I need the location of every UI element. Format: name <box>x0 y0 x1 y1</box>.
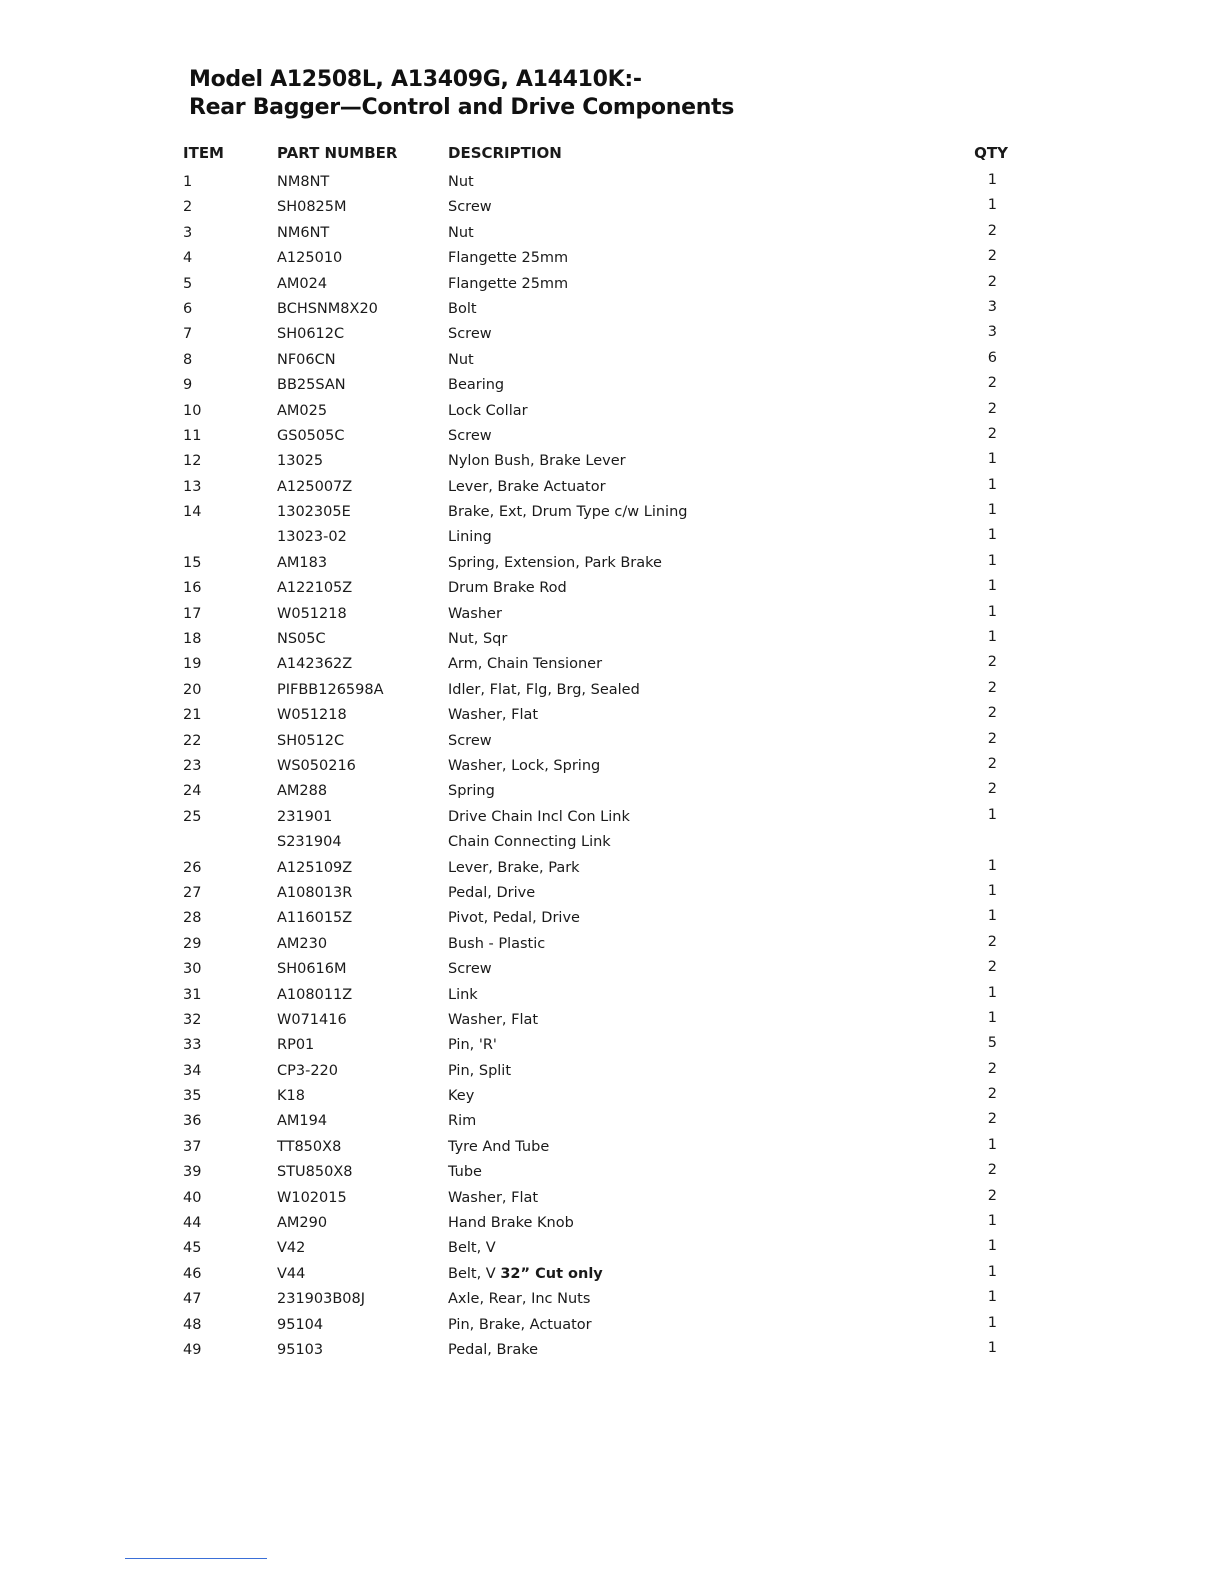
item-number: 13 <box>183 478 202 495</box>
item-number: 20 <box>183 681 202 698</box>
part-number: W051218 <box>277 605 347 622</box>
table-row <box>0 1008 1224 1033</box>
description <box>448 373 504 398</box>
table-row <box>0 576 1224 601</box>
item-number: 4 <box>183 250 193 267</box>
description-text: Screw <box>448 961 492 978</box>
title-line-2: Rear Bagger—Control and Drive Components <box>189 95 735 120</box>
quantity: 2 <box>987 959 997 976</box>
item-number: 35 <box>183 1088 202 1105</box>
description-text: Key <box>448 1088 475 1105</box>
table-row <box>0 272 1224 297</box>
quantity: 1 <box>987 476 997 493</box>
description-text: Drive Chain Incl Con Link <box>448 808 630 825</box>
item-number: 21 <box>183 707 202 724</box>
part-number: PIFBB126598A <box>277 681 384 698</box>
quantity: 2 <box>987 1187 997 1204</box>
description-emphasis: 32” Cut only <box>500 1265 603 1282</box>
description <box>448 551 662 576</box>
description-text: Tube <box>448 1164 482 1181</box>
description-text: Lining <box>448 529 492 546</box>
description-text: Bush - Plastic <box>448 935 546 952</box>
table-row <box>0 856 1224 881</box>
quantity: 2 <box>987 375 997 392</box>
quantity: 1 <box>987 1314 997 1331</box>
description <box>448 779 495 804</box>
description-text: Nut, Sqr <box>448 631 508 648</box>
table-row <box>0 1084 1224 1109</box>
description <box>448 729 492 754</box>
description <box>448 576 567 601</box>
item-number: 46 <box>183 1265 202 1282</box>
quantity: 1 <box>987 1238 997 1255</box>
part-number: STU850X8 <box>277 1164 353 1181</box>
description-text: Hand Brake Knob <box>448 1215 574 1232</box>
column-header-qty: QTY <box>974 144 1008 162</box>
table-row <box>0 779 1224 804</box>
part-number: 1302305E <box>277 504 351 521</box>
item-number: 48 <box>183 1316 202 1333</box>
table-row <box>0 805 1224 830</box>
description <box>448 932 545 957</box>
description-text: Brake, Ext, Drum Type c/w Lining <box>448 504 688 521</box>
description <box>448 856 580 881</box>
description <box>448 348 474 373</box>
description-text: Belt, V <box>448 1265 501 1282</box>
description-text: Drum Brake Rod <box>448 580 567 597</box>
part-number: NS05C <box>277 631 326 648</box>
description <box>448 221 474 246</box>
part-number: SH0512C <box>277 732 345 749</box>
table-row <box>0 500 1224 525</box>
quantity: 2 <box>987 1086 997 1103</box>
item-number: 19 <box>183 656 202 673</box>
table-row <box>0 678 1224 703</box>
description-text: Pedal, Drive <box>448 884 536 901</box>
part-number: SH0825M <box>277 199 347 216</box>
description <box>448 1287 590 1312</box>
description <box>448 627 507 652</box>
item-number: 6 <box>183 300 193 317</box>
description-text: Idler, Flat, Flg, Brg, Sealed <box>448 681 640 698</box>
table-row <box>0 1186 1224 1211</box>
item-number: 47 <box>183 1291 202 1308</box>
quantity: 2 <box>987 679 997 696</box>
table-row <box>0 1313 1224 1338</box>
description-text: Bolt <box>448 300 477 317</box>
table-row <box>0 1135 1224 1160</box>
quantity: 1 <box>987 908 997 925</box>
quantity: 2 <box>987 1111 997 1128</box>
column-header-item: ITEM <box>183 144 224 162</box>
item-number: 49 <box>183 1341 202 1358</box>
description-text: Link <box>448 986 478 1003</box>
description <box>448 322 492 347</box>
item-number: 1 <box>183 174 193 190</box>
description <box>448 1084 474 1109</box>
description <box>448 525 492 550</box>
table-row <box>0 1236 1224 1261</box>
item-number: 36 <box>183 1113 202 1130</box>
table-row <box>0 1338 1224 1363</box>
quantity: 1 <box>987 1213 997 1230</box>
quantity: 3 <box>987 324 997 341</box>
page-title <box>189 66 734 122</box>
description-text: Pin, Brake, Actuator <box>448 1316 592 1333</box>
item-number: 24 <box>183 783 202 800</box>
description <box>448 1135 549 1160</box>
part-number: A125010 <box>277 250 343 267</box>
description <box>448 1338 538 1363</box>
description <box>448 246 568 271</box>
quantity: 2 <box>987 933 997 950</box>
part-number: TT850X8 <box>277 1138 342 1155</box>
quantity: 1 <box>987 1289 997 1306</box>
quantity: 1 <box>987 197 997 214</box>
column-header-description: DESCRIPTION <box>448 144 562 162</box>
description <box>448 957 492 982</box>
column-header-part-number: PART NUMBER <box>277 144 398 162</box>
description-text: Nut <box>448 174 474 190</box>
description-text: Spring, Extension, Park Brake <box>448 554 662 571</box>
description <box>448 906 580 931</box>
part-number: NM6NT <box>277 224 330 241</box>
title-line-1: Model A12508L, A13409G, A14410K:- <box>189 67 642 92</box>
quantity: 2 <box>987 425 997 442</box>
quantity: 1 <box>987 984 997 1001</box>
description <box>448 170 474 195</box>
item-number: 22 <box>183 732 202 749</box>
item-number: 10 <box>183 402 202 419</box>
part-number: W102015 <box>277 1189 347 1206</box>
description <box>448 297 477 322</box>
part-number: S231904 <box>277 834 342 851</box>
description <box>448 678 640 703</box>
item-number: 11 <box>183 427 202 444</box>
part-number: 13025 <box>277 453 324 470</box>
part-number: W051218 <box>277 707 347 724</box>
description <box>448 830 611 855</box>
part-number: SH0612C <box>277 326 345 343</box>
part-number: A122105Z <box>277 580 353 597</box>
description <box>448 1059 511 1084</box>
table-row <box>0 729 1224 754</box>
footer-rule <box>125 1558 267 1559</box>
table-row <box>0 754 1224 779</box>
description-text: Screw <box>448 732 492 749</box>
item-number: 5 <box>183 275 193 292</box>
quantity: 3 <box>987 298 997 315</box>
item-number: 26 <box>183 859 202 876</box>
table-row <box>0 525 1224 550</box>
item-number: 29 <box>183 935 202 952</box>
quantity: 1 <box>987 451 997 468</box>
quantity: 2 <box>987 781 997 798</box>
description-text: Bearing <box>448 377 505 394</box>
description <box>448 449 626 474</box>
quantity: 2 <box>987 273 997 290</box>
table-row <box>0 170 1224 195</box>
item-number: 27 <box>183 884 202 901</box>
description-text: Nut <box>448 351 474 368</box>
table-row <box>0 449 1224 474</box>
description <box>448 1262 603 1287</box>
part-number: W071416 <box>277 1011 347 1028</box>
item-number: 28 <box>183 910 202 927</box>
part-number: 231901 <box>277 808 333 825</box>
quantity: 1 <box>987 603 997 620</box>
quantity: 2 <box>987 248 997 265</box>
item-number: 3 <box>183 224 193 241</box>
description <box>448 652 602 677</box>
item-number: 7 <box>183 326 193 343</box>
table-row <box>0 957 1224 982</box>
description-text: Washer, Flat <box>448 1011 539 1028</box>
description <box>448 1160 482 1185</box>
part-number: AM025 <box>277 402 328 419</box>
table-row <box>0 1262 1224 1287</box>
part-number: BB25SAN <box>277 377 346 394</box>
quantity: 1 <box>987 1009 997 1026</box>
description <box>448 272 568 297</box>
item-number: 23 <box>183 757 202 774</box>
item-number: 30 <box>183 961 202 978</box>
item-number: 14 <box>183 504 202 521</box>
table-row <box>0 475 1224 500</box>
part-number: AM290 <box>277 1215 328 1232</box>
item-number: 8 <box>183 351 193 368</box>
item-number: 45 <box>183 1240 202 1257</box>
quantity: 2 <box>987 400 997 417</box>
quantity: 2 <box>987 222 997 239</box>
description-text: Arm, Chain Tensioner <box>448 656 603 673</box>
description <box>448 602 502 627</box>
quantity: 1 <box>987 578 997 595</box>
part-number: V42 <box>277 1240 306 1257</box>
part-number: AM194 <box>277 1113 328 1130</box>
table-row <box>0 830 1224 855</box>
description-text: Chain Connecting Link <box>448 834 611 851</box>
item-number: 12 <box>183 453 202 470</box>
part-number: A116015Z <box>277 910 353 927</box>
part-number: AM183 <box>277 554 328 571</box>
quantity: 1 <box>987 172 997 188</box>
description-text: Pedal, Brake <box>448 1341 539 1358</box>
part-number: A125007Z <box>277 478 353 495</box>
description-text: Lever, Brake, Park <box>448 859 580 876</box>
description <box>448 195 492 220</box>
part-number: RP01 <box>277 1037 315 1054</box>
part-number: AM024 <box>277 275 328 292</box>
description-text: Nylon Bush, Brake Lever <box>448 453 626 470</box>
description-text: Flangette 25mm <box>448 250 569 267</box>
quantity: 1 <box>987 1339 997 1356</box>
part-number: V44 <box>277 1265 306 1282</box>
description-text: Pivot, Pedal, Drive <box>448 910 580 927</box>
table-row <box>0 373 1224 398</box>
part-number: K18 <box>277 1088 305 1105</box>
parts-table-body <box>0 170 1224 1363</box>
item-number: 18 <box>183 631 202 648</box>
description-text: Screw <box>448 326 492 343</box>
description <box>448 1109 476 1134</box>
part-number: A108011Z <box>277 986 353 1003</box>
table-row <box>0 246 1224 271</box>
description-text: Washer, Flat <box>448 707 539 724</box>
table-row <box>0 1211 1224 1236</box>
part-number: A125109Z <box>277 859 353 876</box>
part-number: CP3-220 <box>277 1062 339 1079</box>
table-row <box>0 1033 1224 1058</box>
description <box>448 881 535 906</box>
description-text: Belt, V <box>448 1240 496 1257</box>
description <box>448 1033 497 1058</box>
part-number: 13023-02 <box>277 529 347 546</box>
part-number: WS050216 <box>277 757 356 774</box>
quantity: 2 <box>987 755 997 772</box>
description <box>448 475 606 500</box>
part-number: 95104 <box>277 1316 324 1333</box>
quantity: 1 <box>987 552 997 569</box>
table-row <box>0 906 1224 931</box>
part-number: A142362Z <box>277 656 353 673</box>
part-number: NF06CN <box>277 351 336 368</box>
quantity: 1 <box>987 502 997 519</box>
description <box>448 500 687 525</box>
description-text: Axle, Rear, Inc Nuts <box>448 1291 591 1308</box>
table-header <box>0 144 1224 168</box>
quantity: 2 <box>987 1162 997 1179</box>
quantity: 1 <box>987 527 997 544</box>
quantity: 1 <box>987 806 997 823</box>
table-row <box>0 195 1224 220</box>
description-text: Washer, Lock, Spring <box>448 757 601 774</box>
description <box>448 1236 496 1261</box>
table-row <box>0 1059 1224 1084</box>
description-text: Pin, 'R' <box>448 1037 497 1054</box>
table-row <box>0 881 1224 906</box>
table-row <box>0 399 1224 424</box>
description-text: Flangette 25mm <box>448 275 569 292</box>
quantity: 1 <box>987 1263 997 1280</box>
description-text: Pin, Split <box>448 1062 512 1079</box>
table-row <box>0 1109 1224 1134</box>
table-row <box>0 297 1224 322</box>
quantity: 2 <box>987 705 997 722</box>
description-text: Tyre And Tube <box>448 1138 550 1155</box>
quantity: 5 <box>987 1035 997 1052</box>
item-number: 31 <box>183 986 202 1003</box>
part-number: 95103 <box>277 1341 324 1358</box>
description <box>448 1211 574 1236</box>
table-row <box>0 627 1224 652</box>
description <box>448 1313 592 1338</box>
description-text: Spring <box>448 783 495 800</box>
table-row <box>0 551 1224 576</box>
quantity: 2 <box>987 730 997 747</box>
table-row <box>0 983 1224 1008</box>
item-number: 39 <box>183 1164 202 1181</box>
item-number: 37 <box>183 1138 202 1155</box>
table-row <box>0 221 1224 246</box>
table-row <box>0 1160 1224 1185</box>
part-number: A108013R <box>277 884 353 901</box>
description-text: Screw <box>448 199 492 216</box>
quantity: 2 <box>987 1060 997 1077</box>
table-row <box>0 932 1224 957</box>
item-number: 44 <box>183 1215 202 1232</box>
table-row <box>0 1287 1224 1312</box>
description <box>448 1008 538 1033</box>
table-row <box>0 652 1224 677</box>
item-number: 2 <box>183 199 193 216</box>
description-text: Washer, Flat <box>448 1189 539 1206</box>
description <box>448 1186 538 1211</box>
description-text: Washer <box>448 605 502 622</box>
part-number: AM230 <box>277 935 328 952</box>
item-number: 17 <box>183 605 202 622</box>
table-row <box>0 424 1224 449</box>
table-row <box>0 602 1224 627</box>
quantity: 1 <box>987 882 997 899</box>
description <box>448 754 600 779</box>
table-row <box>0 348 1224 373</box>
item-number: 33 <box>183 1037 202 1054</box>
item-number: 32 <box>183 1011 202 1028</box>
quantity: 1 <box>987 629 997 646</box>
item-number: 16 <box>183 580 202 597</box>
part-number: AM288 <box>277 783 328 800</box>
table-row <box>0 322 1224 347</box>
description-text: Rim <box>448 1113 477 1130</box>
description-text: Lock Collar <box>448 402 528 419</box>
part-number: BCHSNM8X20 <box>277 300 378 317</box>
description-text: Lever, Brake Actuator <box>448 478 606 495</box>
item-number: 15 <box>183 554 202 571</box>
part-number: 231903B08J <box>277 1291 366 1308</box>
part-number: GS0505C <box>277 427 345 444</box>
description-text: Nut <box>448 224 474 241</box>
description-text: Screw <box>448 427 492 444</box>
description <box>448 399 528 424</box>
table-row <box>0 703 1224 728</box>
description <box>448 703 538 728</box>
description <box>448 424 492 449</box>
description <box>448 983 478 1008</box>
quantity: 1 <box>987 1136 997 1153</box>
item-number: 34 <box>183 1062 202 1079</box>
item-number: 40 <box>183 1189 202 1206</box>
quantity: 1 <box>987 857 997 874</box>
item-number: 25 <box>183 808 202 825</box>
part-number: NM8NT <box>277 174 330 190</box>
part-number: SH0616M <box>277 961 347 978</box>
description <box>448 805 630 830</box>
item-number: 9 <box>183 377 193 394</box>
quantity: 2 <box>987 654 997 671</box>
quantity: 6 <box>987 349 997 366</box>
